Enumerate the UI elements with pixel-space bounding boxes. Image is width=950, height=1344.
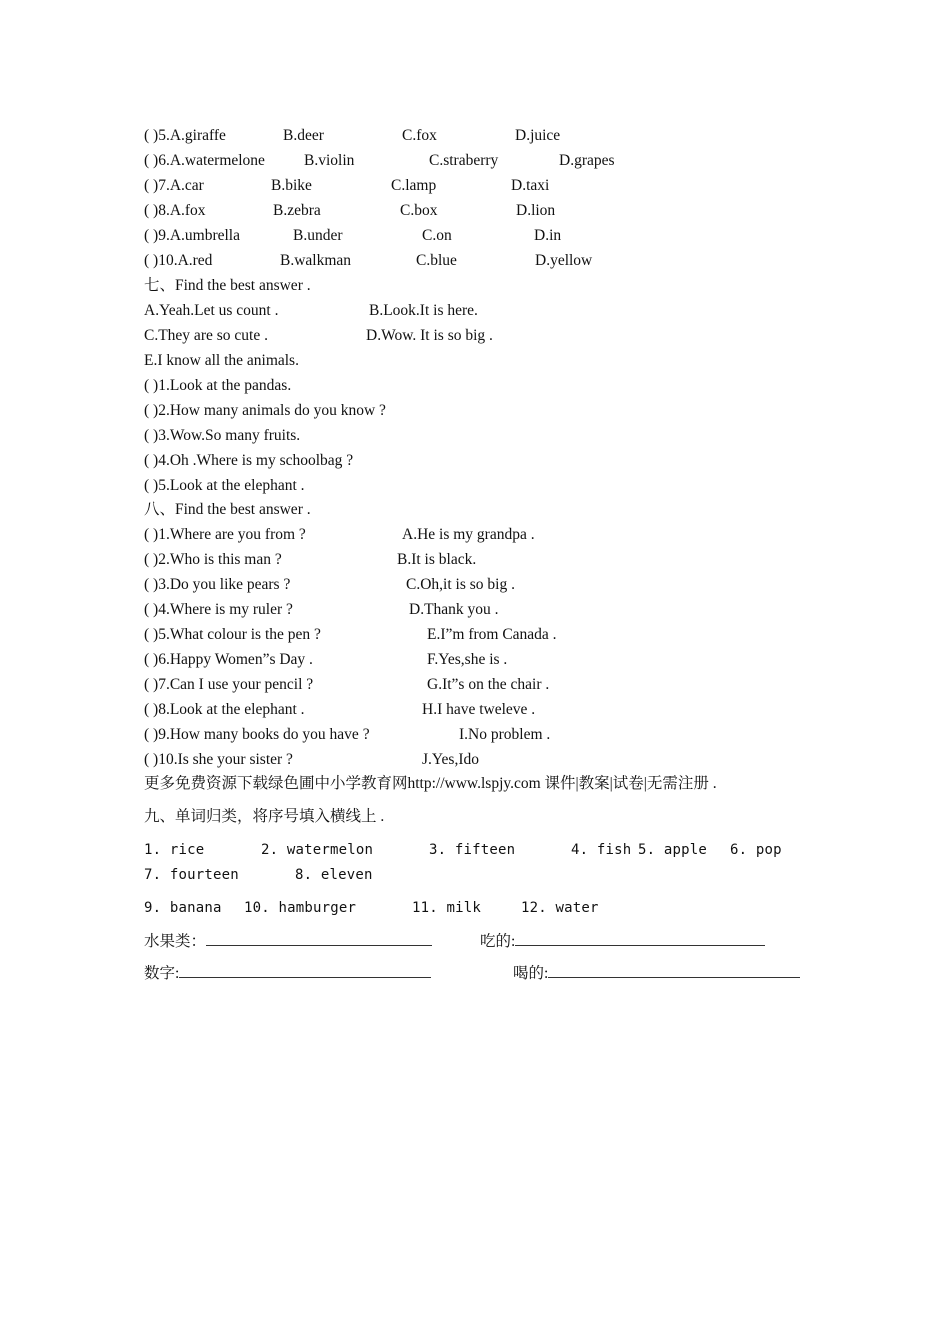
- option-c: C.They are so cute .: [144, 327, 268, 344]
- category-label: 水果类：: [144, 933, 207, 950]
- option-b: B.zebra: [273, 202, 321, 219]
- section-8-heading: 八、Find the best answer .: [144, 501, 311, 518]
- word: 3. fifteen: [429, 842, 516, 858]
- answer: C.Oh,it is so big .: [406, 576, 515, 593]
- food-answer-blank[interactable]: [515, 930, 765, 946]
- question: ( )8.Look at the elephant .: [144, 701, 305, 718]
- word: 10. hamburger: [244, 900, 357, 916]
- option-c: C.lamp: [391, 177, 437, 194]
- option-d: D.lion: [516, 202, 556, 219]
- question: ( )8.A.fox: [144, 202, 206, 219]
- option-d: D.yellow: [535, 252, 593, 269]
- option-d: D.grapes: [559, 152, 615, 169]
- question: ( )4.Where is my ruler ?: [144, 601, 293, 618]
- question: ( )5.What colour is the pen ?: [144, 626, 321, 643]
- question: ( )9.A.umbrella: [144, 227, 240, 244]
- word: 11. milk: [412, 900, 482, 916]
- answer: E.I”m from Canada .: [427, 626, 557, 643]
- question: ( )10.Is she your sister ?: [144, 751, 293, 768]
- category-label: 吃的:: [480, 933, 516, 950]
- question: ( )7.Can I use your pencil ?: [144, 676, 314, 693]
- option-b: B.under: [293, 227, 343, 244]
- option-b: B.violin: [304, 152, 355, 169]
- option-d: D.juice: [515, 127, 561, 144]
- question: ( )2.How many animals do you know ?: [144, 402, 386, 419]
- answer: F.Yes,she is .: [427, 651, 508, 668]
- option-e: E.I know all the animals.: [144, 352, 299, 369]
- word: 1. rice: [144, 842, 205, 858]
- question: ( )3.Wow.So many fruits.: [144, 427, 301, 444]
- option-c: C.fox: [402, 127, 437, 144]
- option-c: C.box: [400, 202, 438, 219]
- section-7-heading: 七、Find the best answer .: [144, 277, 311, 294]
- question: ( )6.A.watermelone: [144, 152, 265, 169]
- question: ( )1.Look at the pandas.: [144, 377, 292, 394]
- number-answer-blank[interactable]: [179, 962, 431, 978]
- answer: A.He is my grandpa .: [402, 526, 535, 543]
- category-label: 数字:: [144, 965, 180, 982]
- option-d: D.in: [534, 227, 562, 244]
- answer: D.Thank you .: [409, 601, 499, 618]
- question: ( )9.How many books do you have ?: [144, 726, 370, 743]
- option-d: D.taxi: [511, 177, 550, 194]
- food-category: [480, 930, 765, 953]
- word: 6. pop: [730, 842, 782, 858]
- option-d: D.Wow. It is so big .: [366, 327, 493, 344]
- footer-note: 更多免费资源下载绿色圃中小学教育网http://www.lspjy.com 课件|教案|试卷|无需注册 .: [144, 775, 717, 792]
- option-a: A.Yeah.Let us count .: [144, 302, 279, 319]
- option-c: C.on: [422, 227, 452, 244]
- drink-answer-blank[interactable]: [548, 962, 800, 978]
- section-9-heading: 九、单词归类，将序号填入横线上 .: [144, 808, 385, 825]
- question: ( )7.A.car: [144, 177, 204, 194]
- question: ( )5.Look at the elephant .: [144, 477, 305, 494]
- word: 2. watermelon: [261, 842, 374, 858]
- question: ( )3.Do you like pears ?: [144, 576, 291, 593]
- word: 12. water: [521, 900, 599, 916]
- word: 7. fourteen: [144, 867, 239, 883]
- question: ( )10.A.red: [144, 252, 213, 269]
- option-b: B.walkman: [280, 252, 352, 269]
- answer: B.It is black.: [397, 551, 477, 568]
- option-c: C.straberry: [429, 152, 499, 169]
- question: ( )4.Oh .Where is my schoolbag ?: [144, 452, 354, 469]
- answer: H.I have tweleve .: [422, 701, 536, 718]
- fruit-category: [144, 930, 432, 953]
- word: 8. eleven: [295, 867, 373, 883]
- number-category: [144, 962, 431, 985]
- question: ( )1.Where are you from ?: [144, 526, 306, 543]
- word: 4. fish: [571, 842, 632, 858]
- question: ( )6.Happy Women”s Day .: [144, 651, 313, 668]
- answer: J.Yes,Ido: [422, 751, 479, 768]
- question: ( )2.Who is this man ?: [144, 551, 282, 568]
- category-label: 喝的:: [513, 965, 549, 982]
- drink-category: [513, 962, 800, 985]
- word: 5. apple: [638, 842, 708, 858]
- question: ( )5.A.giraffe: [144, 127, 226, 144]
- answer: G.It”s on the chair .: [427, 676, 550, 693]
- word: 9. banana: [144, 900, 222, 916]
- option-b: B.bike: [271, 177, 312, 194]
- option-b: B.Look.It is here.: [369, 302, 478, 319]
- option-b: B.deer: [283, 127, 324, 144]
- option-c: C.blue: [416, 252, 457, 269]
- answer: I.No problem .: [459, 726, 551, 743]
- fruit-answer-blank[interactable]: [206, 930, 432, 946]
